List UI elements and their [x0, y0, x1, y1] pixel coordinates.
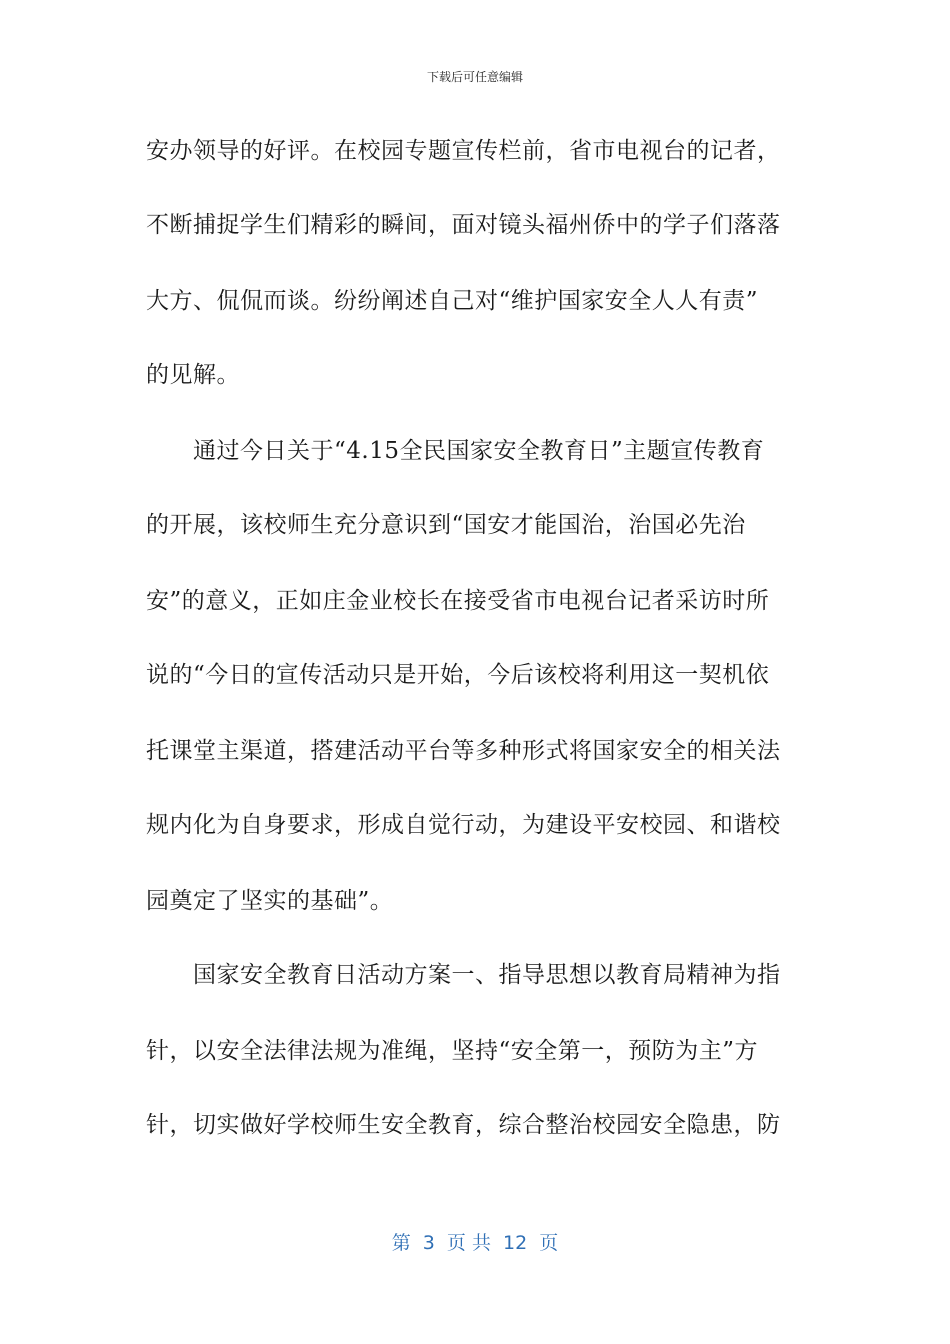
- text-line: 安”的意义，正如庄金业校长在接受省市电视台记者采访时所: [146, 588, 770, 614]
- text-line: 规内化为自身要求，形成自觉行动，为建设平安校园、和谐校: [146, 812, 781, 838]
- header-note: 下载后可任意编辑: [426, 70, 523, 84]
- text-line: 大方、侃侃而谈。纷纷阐述自己对“维护国家安全人人有责”: [146, 288, 759, 314]
- page-number-footer: [0, 1228, 950, 1255]
- text-line: 国家安全教育日活动方案一、指导思想以教育局精神为指: [146, 962, 781, 988]
- text-line: 的开展，该校师生充分意识到“国安才能国治，治国必先治: [146, 512, 746, 538]
- text-line: 托课堂主渠道，搭建活动平台等多种形式将国家安全的相关法: [146, 738, 781, 764]
- text-line: 不断捕捉学生们精彩的瞬间，面对镜头福州侨中的学子们落落: [146, 212, 781, 238]
- text-line: 针，以安全法律法规为准绳，坚持“安全第一，预防为主”方: [146, 1038, 759, 1064]
- text-line: 通过今日关于“4.15全民国家安全教育日”主题宣传教育: [146, 438, 765, 464]
- text-line: 安办领导的好评。在校园专题宣传栏前，省市电视台的记者，: [146, 138, 781, 164]
- text-line: 说的“今日的宣传活动只是开始，今后该校将利用这一契机依: [146, 662, 770, 688]
- text-line: 针，切实做好学校师生安全教育，综合整治校园安全隐患，防: [146, 1112, 781, 1138]
- text-line: 的见解。: [146, 362, 240, 388]
- text-line: 园奠定了坚实的基础”。: [146, 888, 394, 914]
- page-number-text: 第 3 页 共 12 页: [391, 1232, 559, 1254]
